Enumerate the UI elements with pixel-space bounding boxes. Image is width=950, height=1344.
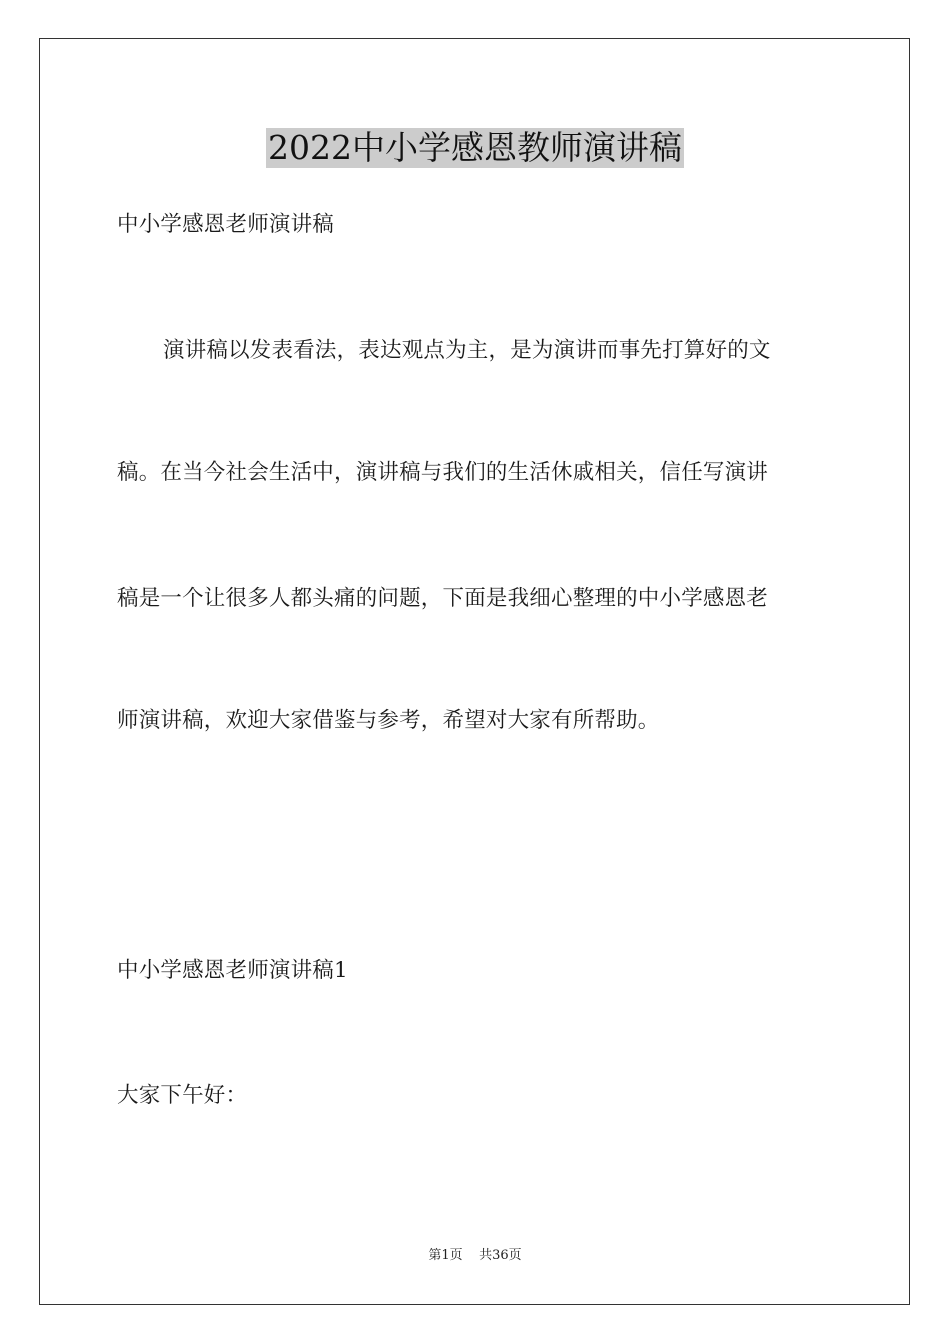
intro-line-3: 稿是一个让很多人都头痛的问题，下面是我细心整理的中小学感恩老: [117, 586, 769, 611]
title-container: [0, 128, 950, 168]
greeting-line: 大家下午好：: [117, 1083, 248, 1108]
page-footer: [0, 1247, 950, 1265]
page-total: 共36页: [479, 1248, 522, 1263]
document-subtitle: 中小学感恩老师演讲稿: [117, 212, 335, 237]
page-number: 第1页: [428, 1248, 463, 1263]
document-title: 2022中小学感恩教师演讲稿: [268, 128, 682, 167]
section-heading: 中小学感恩老师演讲稿1: [117, 958, 348, 983]
intro-line-1: 演讲稿以发表看法，表达观点为主，是为演讲而事先打算好的文: [163, 338, 771, 363]
intro-line-4: 师演讲稿，欢迎大家借鉴与参考，希望对大家有所帮助。: [117, 708, 660, 733]
intro-line-2: 稿。在当今社会生活中，演讲稿与我们的生活休戚相关，信任写演讲: [117, 460, 769, 485]
